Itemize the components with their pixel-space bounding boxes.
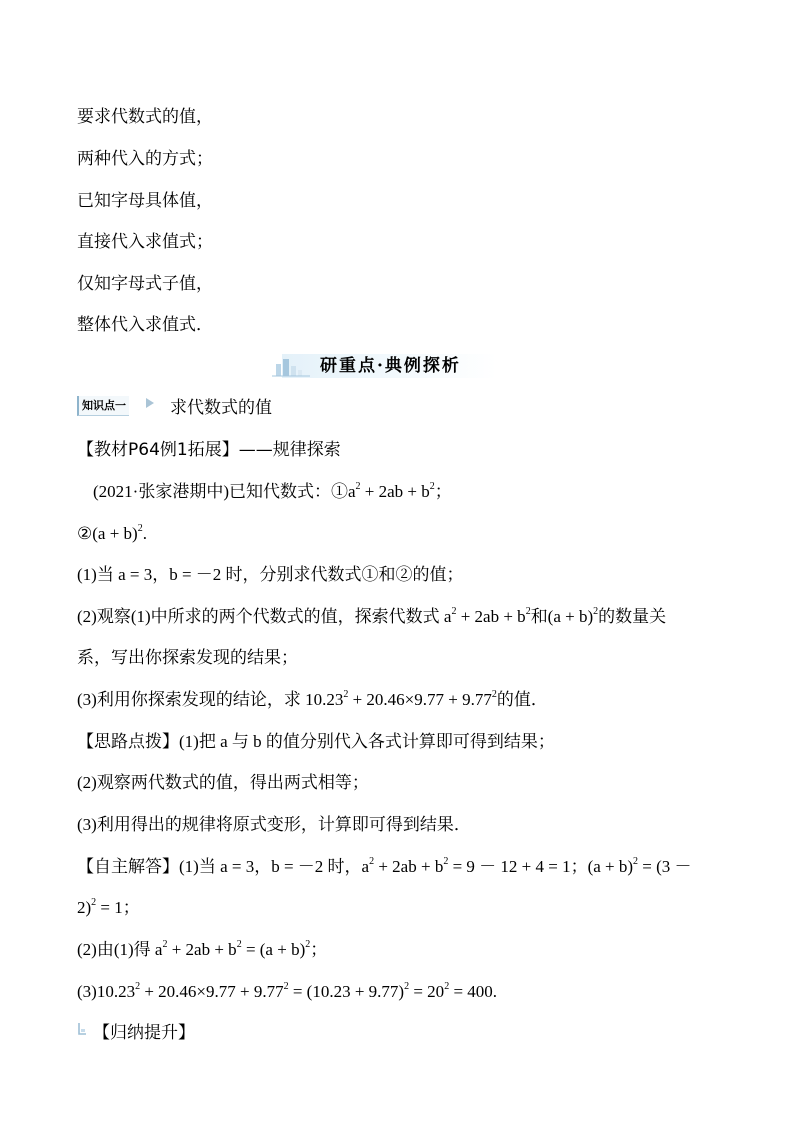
intro-line-1: 要求代数式的值， [77, 107, 213, 127]
intro-line-2: 两种代入的方式； [77, 149, 213, 169]
knowledge-point-badge: 知识点一 [77, 396, 129, 416]
building-icon [270, 356, 312, 378]
banner-title: 研重点·典例探析 [320, 356, 461, 376]
intro-line-6: 整体代入求值式． [77, 315, 213, 335]
hint-1: 【思路点拨】(1)把 a 与 b 的值分别代入各式计算即可得到结果； [77, 732, 555, 751]
solution-1: 【自主解答】(1)当 a = 3，b = －2 时，$a^2 + 2ab + b^2 = 9 - 12 + 4 = 1$；$(a + b)^2 = (3$ － [77, 856, 692, 876]
textbook-reference: 【教材P64例1拓展】——规律探索 [77, 440, 341, 460]
solution-2: (2)由(1)得 $a^2 + 2ab + b^2 = (a + b)^2$； [77, 939, 328, 959]
question-2-continued: 系，写出你探索发现的结果； [77, 648, 298, 667]
arrow-icon [146, 398, 154, 408]
question-3: (3)利用你探索发现的结论，求 $10.23^2 + 20.46\times 9.77 + 9.77^2$的值． [77, 689, 548, 709]
solution-3: $(3)10.23^2 + 20.46\times 9.77 + 9.77^2 = (10.23 + 9.77)^2 = 20^2 = 400$. [77, 981, 498, 1001]
intro-line-3: 已知字母具体值， [77, 191, 213, 211]
hint-3: (3)利用得出的规律将原式变形，计算即可得到结果． [77, 815, 471, 834]
section-banner [270, 350, 502, 380]
knowledge-point-title: 求代数式的值 [170, 398, 272, 418]
question-2: (2)观察(1)中所求的两个代数式的值，探索代数式 $a^2 + 2ab + b^2$和$(a + b)^2$的数量关 [77, 606, 667, 626]
intro-line-4: 直接代入求值式； [77, 232, 213, 252]
summary-icon [76, 1021, 88, 1037]
summary-label: 【归纳提升】 [93, 1023, 195, 1043]
question-1: (1)当 a = 3，b = －2 时，分别求代数式①和②的值； [77, 565, 464, 584]
solution-1-continued: 2)$^2$ = 1； [77, 897, 140, 917]
problem-expr2: ②(a + b)$^2$. [77, 523, 147, 543]
hint-2: (2)观察两代数式的值，得出两式相等； [77, 773, 369, 792]
intro-line-5: 仅知字母式子值， [77, 274, 213, 294]
problem-intro: (2021·张家港期中)已知代数式：$①a^2 + 2ab + b^2$； [93, 481, 452, 501]
